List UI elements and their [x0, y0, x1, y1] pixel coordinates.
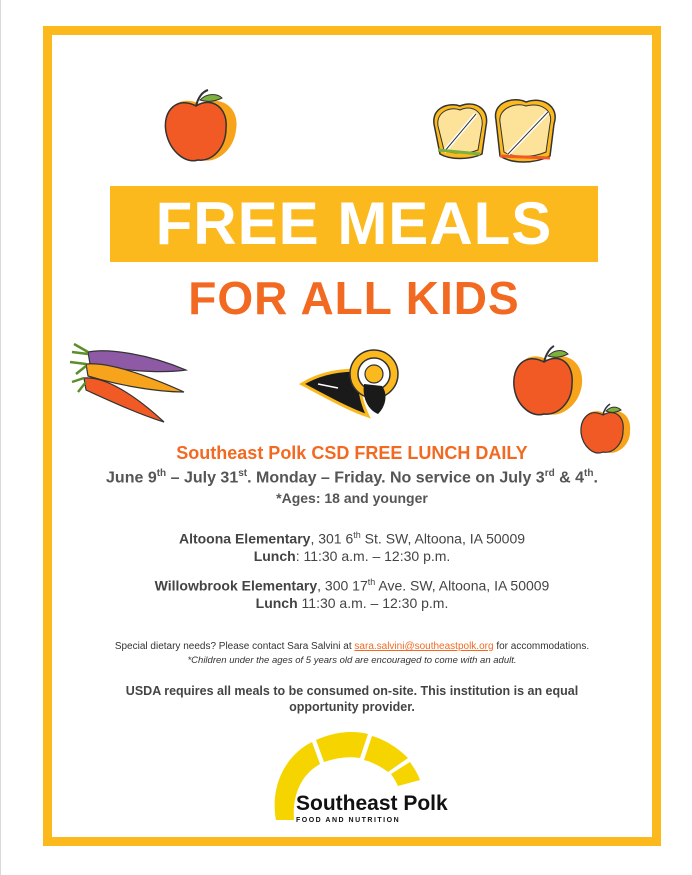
logo-subtitle: FOOD AND NUTRITION — [296, 817, 401, 824]
sandwich-icon — [430, 96, 560, 168]
daily-heading: Southeast Polk CSD FREE LUNCH DAILY — [176, 443, 528, 463]
ram-mascot-icon — [298, 344, 404, 420]
carrots-icon — [68, 334, 193, 426]
contact-email-link[interactable]: sara.salvini@southeastpolk.org — [354, 641, 494, 652]
apple-icon — [160, 88, 242, 168]
dietary-note: Special dietary needs? Please contact Sara Salvini at sara.salvini@southeastpolk.org for accommodations. — [114, 641, 590, 652]
apple-icon — [510, 344, 586, 420]
poster-frame — [43, 26, 661, 846]
location-altoona: Altoona Elementary, 301 6th St. SW, Altoona, IA 50009 Lunch: 11:30 a.m. – 12:30 p.m. — [178, 530, 526, 564]
ages-line: *Ages: 18 and younger — [276, 490, 428, 506]
page-subtitle: FOR ALL KIDS — [188, 272, 520, 324]
location-willowbrook: Willowbrook Elementary, 300 17th Ave. SW, Altoona, IA 50009 Lunch 11:30 a.m. – 12:30 p.m. — [154, 577, 550, 611]
usda-statement: USDA requires all meals to be consumed on-site. This institution is an equal opportunity provider. — [125, 684, 579, 714]
dates-line: June 9th – July 31st. Monday – Friday. No service on July 3rd & 4th. — [106, 468, 598, 487]
children-note: *Children under the ages of 5 years old are encouraged to come with an adult. — [187, 655, 517, 666]
page-edge-line — [0, 0, 1, 875]
logo-name: Southeast Polk — [296, 792, 448, 815]
title-banner — [110, 186, 598, 262]
page-title: FREE MEALS — [155, 190, 553, 257]
